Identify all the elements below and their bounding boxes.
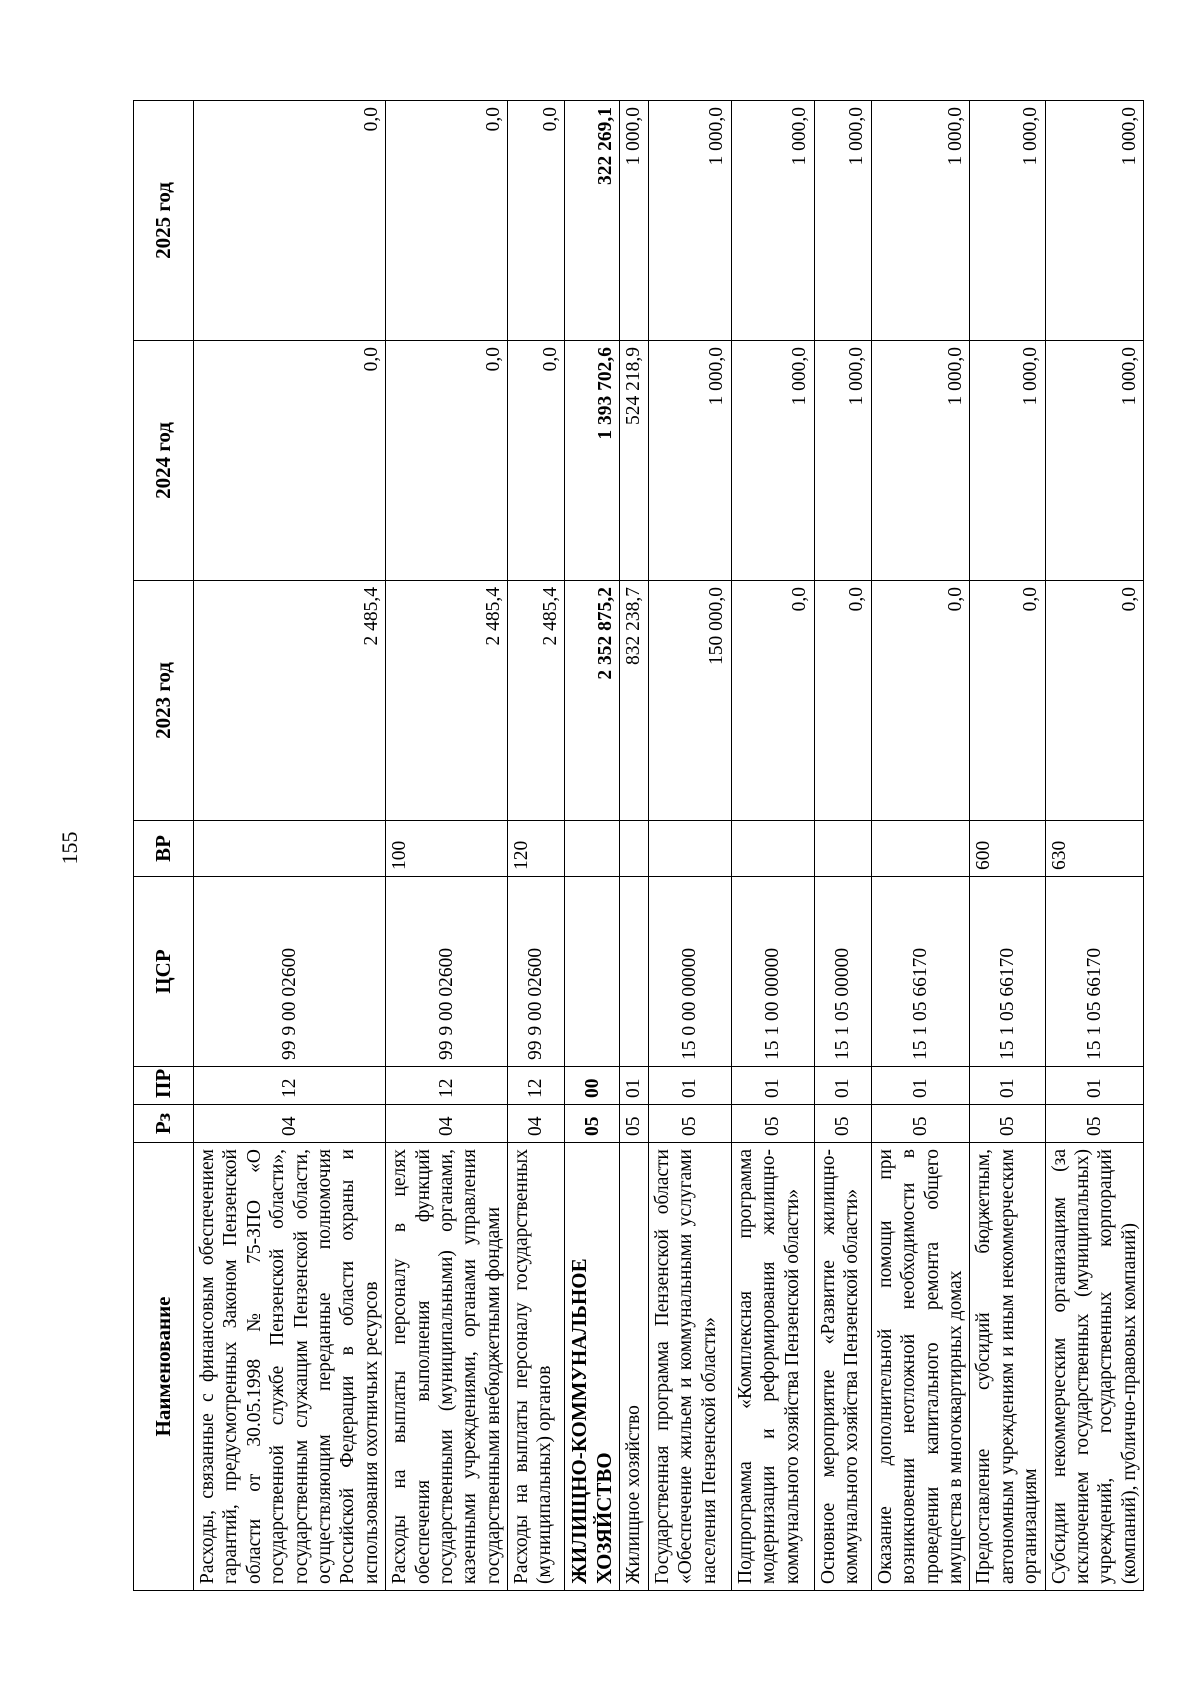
header-csr: ЦСР: [134, 877, 194, 1067]
row-value-2023: 0,0: [731, 581, 814, 821]
row-rz: 05: [565, 1105, 620, 1143]
row-rz: 05: [871, 1105, 970, 1143]
row-value-2023: 0,0: [814, 581, 871, 821]
row-value-2025: 0,0: [194, 101, 386, 341]
row-pr: 01: [648, 1067, 731, 1105]
row-rz: 05: [648, 1105, 731, 1143]
row-value-2024: 524 218,9: [620, 341, 648, 581]
row-value-2025: 0,0: [386, 101, 508, 341]
row-name: Субсидии некоммерческим организациям (за исключением государственных (муниципальных) учреждений, государственных корпораций (компаний), публично-правовых компаний): [1045, 1143, 1144, 1591]
table-row: [386, 101, 508, 1591]
row-pr: 12: [508, 1067, 565, 1105]
row-pr: 00: [565, 1067, 620, 1105]
table-row: [565, 101, 620, 1591]
header-2024: 2024 год: [134, 341, 194, 581]
table-row: [871, 101, 970, 1591]
row-value-2024: 1 000,0: [1045, 341, 1144, 581]
row-value-2025: 1 000,0: [620, 101, 648, 341]
row-vr: 630: [1045, 821, 1144, 877]
row-name: Расходы на выплаты персоналу государственных (муниципальных) органов: [508, 1143, 565, 1591]
row-value-2023: 0,0: [871, 581, 970, 821]
row-value-2023: 150 000,0: [648, 581, 731, 821]
row-name: ЖИЛИЩНО-КОММУНАЛЬНОЕ ХОЗЯЙСТВО: [565, 1143, 620, 1591]
row-pr: 01: [871, 1067, 970, 1105]
table-row: [731, 101, 814, 1591]
row-value-2024: 1 000,0: [871, 341, 970, 581]
row-value-2025: 322 269,1: [565, 101, 620, 341]
table-row: [508, 101, 565, 1591]
row-value-2023: 0,0: [1045, 581, 1144, 821]
table-row: [970, 101, 1045, 1591]
row-value-2025: 1 000,0: [970, 101, 1045, 341]
header-vr: ВР: [134, 821, 194, 877]
row-value-2024: 1 000,0: [648, 341, 731, 581]
row-value-2023: 2 485,4: [194, 581, 386, 821]
budget-table-rotated: [133, 101, 1140, 1591]
row-name: Жилищное хозяйство: [620, 1143, 648, 1591]
row-rz: 05: [1045, 1105, 1144, 1143]
row-value-2023: 0,0: [970, 581, 1045, 821]
table-row: [814, 101, 871, 1591]
row-csr: 15 1 05 66170: [1045, 877, 1144, 1067]
table-row: [1045, 101, 1144, 1591]
row-rz: 05: [970, 1105, 1045, 1143]
row-pr: 12: [194, 1067, 386, 1105]
row-name: Предоставление субсидий бюджетным, автономным учреждениям и иным некоммерческим организациям: [970, 1143, 1045, 1591]
row-vr: [565, 821, 620, 877]
row-csr: 99 9 00 02600: [386, 877, 508, 1067]
row-pr: 01: [620, 1067, 648, 1105]
row-name: Оказание дополнительной помощи при возникновении неотложной необходимости в проведении капитального ремонта общего имущества в многоквартирных домах: [871, 1143, 970, 1591]
row-value-2025: 1 000,0: [648, 101, 731, 341]
table-row: [620, 101, 648, 1591]
row-value-2024: 1 393 702,6: [565, 341, 620, 581]
header-name: Наименование: [134, 1143, 194, 1591]
row-value-2024: 1 000,0: [731, 341, 814, 581]
row-vr: [871, 821, 970, 877]
row-vr: [731, 821, 814, 877]
row-value-2024: 1 000,0: [814, 341, 871, 581]
table-row: [648, 101, 731, 1591]
row-value-2023: 832 238,7: [620, 581, 648, 821]
row-csr: 15 1 05 66170: [970, 877, 1045, 1067]
row-value-2024: 1 000,0: [970, 341, 1045, 581]
header-rz: Рз: [134, 1105, 194, 1143]
table-row: [194, 101, 386, 1591]
row-csr: 15 1 05 66170: [871, 877, 970, 1067]
row-name: Основное мероприятие «Развитие жилищно-коммунального хозяйства Пензенской области»: [814, 1143, 871, 1591]
row-value-2025: 1 000,0: [731, 101, 814, 341]
row-csr: 15 0 00 00000: [648, 877, 731, 1067]
row-value-2024: 0,0: [386, 341, 508, 581]
row-pr: 01: [1045, 1067, 1144, 1105]
header-2023: 2023 год: [134, 581, 194, 821]
row-value-2025: 0,0: [508, 101, 565, 341]
row-pr: 12: [386, 1067, 508, 1105]
row-csr: 15 1 05 00000: [814, 877, 871, 1067]
row-vr: [648, 821, 731, 877]
row-name: Расходы на выплаты персоналу в целях обеспечения выполнения функций государственными (муниципальными) органами, казенными учреждениями, органами управления государственными внебюджетными фондами: [386, 1143, 508, 1591]
row-value-2023: 2 485,4: [386, 581, 508, 821]
row-vr: [814, 821, 871, 877]
row-name: Подпрограмма «Комплексная программа модернизации и реформирования жилищно-коммунального хозяйства Пензенской области»: [731, 1143, 814, 1591]
row-vr: [194, 821, 386, 877]
row-name: Государственная программа Пензенской области «Обеспечение жильем и коммунальными услугами населения Пензенской области»: [648, 1143, 731, 1591]
row-value-2025: 1 000,0: [814, 101, 871, 341]
row-pr: 01: [731, 1067, 814, 1105]
row-csr: 15 1 00 00000: [731, 877, 814, 1067]
row-value-2025: 1 000,0: [1045, 101, 1144, 341]
page-number: 155: [57, 831, 82, 865]
row-csr: 99 9 00 02600: [194, 877, 386, 1067]
row-rz: 05: [731, 1105, 814, 1143]
row-vr: [620, 821, 648, 877]
row-rz: 04: [508, 1105, 565, 1143]
row-pr: 01: [970, 1067, 1045, 1105]
row-value-2024: 0,0: [194, 341, 386, 581]
row-value-2025: 1 000,0: [871, 101, 970, 341]
row-rz: 04: [194, 1105, 386, 1143]
row-rz: 04: [386, 1105, 508, 1143]
header-2025: 2025 год: [134, 101, 194, 341]
table-header-row: [134, 101, 194, 1591]
row-rz: 05: [620, 1105, 648, 1143]
row-vr: 120: [508, 821, 565, 877]
row-value-2023: 2 485,4: [508, 581, 565, 821]
row-value-2023: 2 352 875,2: [565, 581, 620, 821]
row-rz: 05: [814, 1105, 871, 1143]
row-csr: [620, 877, 648, 1067]
row-vr: 600: [970, 821, 1045, 877]
row-name: Расходы, связанные с финансовым обеспечением гарантий, предусмотренных Законом Пензенской области от 30.05.1998 № 75-ЗПО «О государственной службе Пензенской области», государственным служащим Пензенской области, осуществляющим переданные полномочия Российской Федерации в области охраны и использования охотничьих ресурсов: [194, 1143, 386, 1591]
row-csr: 99 9 00 02600: [508, 877, 565, 1067]
row-pr: 01: [814, 1067, 871, 1105]
row-value-2024: 0,0: [508, 341, 565, 581]
header-pr: ПР: [134, 1067, 194, 1105]
budget-table: [133, 100, 1144, 1591]
row-csr: [565, 877, 620, 1067]
row-vr: 100: [386, 821, 508, 877]
